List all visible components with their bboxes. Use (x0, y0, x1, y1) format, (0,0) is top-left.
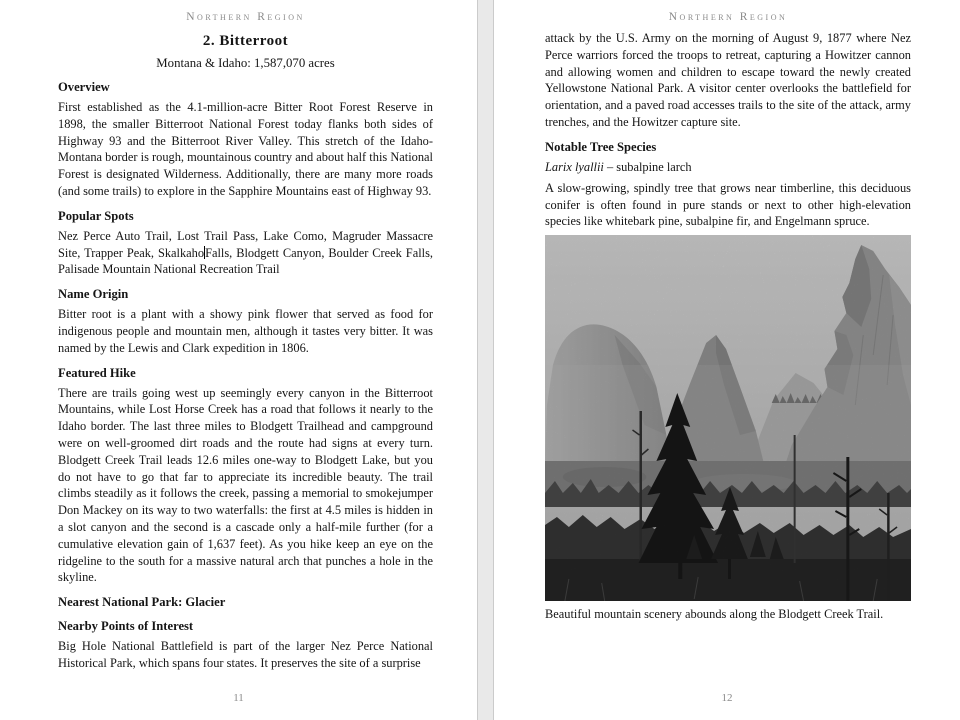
species-common-name: – subalpine larch (606, 159, 692, 174)
tree-species-heading: Notable Tree Species (545, 139, 657, 154)
featured-hike-heading: Featured Hike (58, 365, 136, 380)
running-header-left: Northern Region (186, 11, 305, 23)
species-paragraph: A slow-growing, spindly tree that grows near timberline, this deciduous conifer is often found in pure stands or next to other high-elevation species like whitebark pine, subalpine fir, and Engelmann spruce. (545, 180, 911, 229)
chapter-title: 2. Bitterroot (202, 33, 289, 49)
popular-spots-paragraph (58, 228, 433, 278)
species-line (545, 159, 911, 175)
mountain-photo (545, 235, 911, 601)
name-origin-heading: Name Origin (58, 287, 129, 302)
nearby-points-paragraph: Big Hole National Battlefield is part of the larger Nez Perce National Historical Park, which spans four states. It preserves the site of a surprise (58, 639, 433, 670)
name-origin-paragraph: Bitter root is a plant with a showy pink flower that served as food for indigenous people and mountain men, although it tastes very bitter. It was named by the Lewis and Clark expedition in 1806. (58, 307, 433, 355)
mountain-photo-art (545, 235, 911, 601)
overview-heading: Overview (58, 80, 110, 94)
featured-hike-paragraph: There are trails going west up seemingly every canyon in the Bitterroot Mountains, while Lost Horse Creek has a road that follows it nearly to the Idaho border. The last three miles to Blodgett Trailhead and campground were on well-groomed dirt roads and the route had signs at every turn. Blodgett Creek Trail leads 12.6 miles one-way to Blodgett Lake, but you do not have to go that far to appreciate its incredible beauty. The trail climbs steadily as it follows the creek, passing a memorial to smokejumper Don Mackey on its way to two waterfalls: the first at 4.5 miles is hidden in a slot canyon and the second is a cascade only a half-mile further (for a cumulative elevation gain of 1,637 feet). As you hike keep an eye on the ridgeline to the south for a massive natural arch that punches a hole in the skyline. (58, 385, 433, 585)
photo-grain (545, 235, 911, 601)
continuation-paragraph: attack by the U.S. Army on the morning of August 9, 1877 where Nez Perce warriors forced the troops to retreat, capturing a Howitzer cannon and allowing women and children to escape toward the newly created Yellowstone National Park. A visitor center overlooks the battlefield for orientation, and a paved road accesses trails to the site of the attack, army trenches, and the Howitzer capture site. (545, 31, 911, 129)
nearby-points-heading: Nearby Points of Interest (58, 619, 194, 634)
page-11 (0, 0, 477, 720)
nearest-park-heading: Nearest National Park: Glacier (58, 595, 226, 610)
species-latin-name: Larix lyallii (545, 159, 604, 174)
overview-paragraph: First established as the 4.1-million-acre Bitter Root Forest Reserve in 1898, the smaller Bitterroot National Forest today flanks both sides of Highway 93 and the Bitterroot River Valley. This stretch of the Idaho-Montana border is rough, mountainous country and about half this National Forest is designated Wilderness. Additionally, there are many more roads (and some trails) to explore in the Sapphire Mountains east of Highway 93. (58, 100, 433, 198)
photo-caption: Beautiful mountain scenery abounds along the Blodgett Creek Trail. (545, 607, 884, 622)
running-header-right: Northern Region (668, 11, 788, 23)
page-gutter (477, 0, 494, 720)
chapter-subtitle: Montana & Idaho: 1,587,070 acres (156, 56, 335, 70)
popular-spots-text-before: Nez Perce Auto Trail, Lost Trail Pass, Lake Como, Magruder Massacre Site, Trapper Peak, Skalkaho (58, 228, 433, 260)
page-12 (494, 0, 960, 720)
popular-spots-heading: Popular Spots (58, 208, 134, 223)
popular-spots-text-after: Falls, Blodgett Canyon, Boulder Creek Falls, Palisade Mountain National Recreation Trail (58, 245, 434, 277)
page-number-left: 11 (233, 692, 244, 704)
page-number-right: 12 (721, 692, 733, 704)
